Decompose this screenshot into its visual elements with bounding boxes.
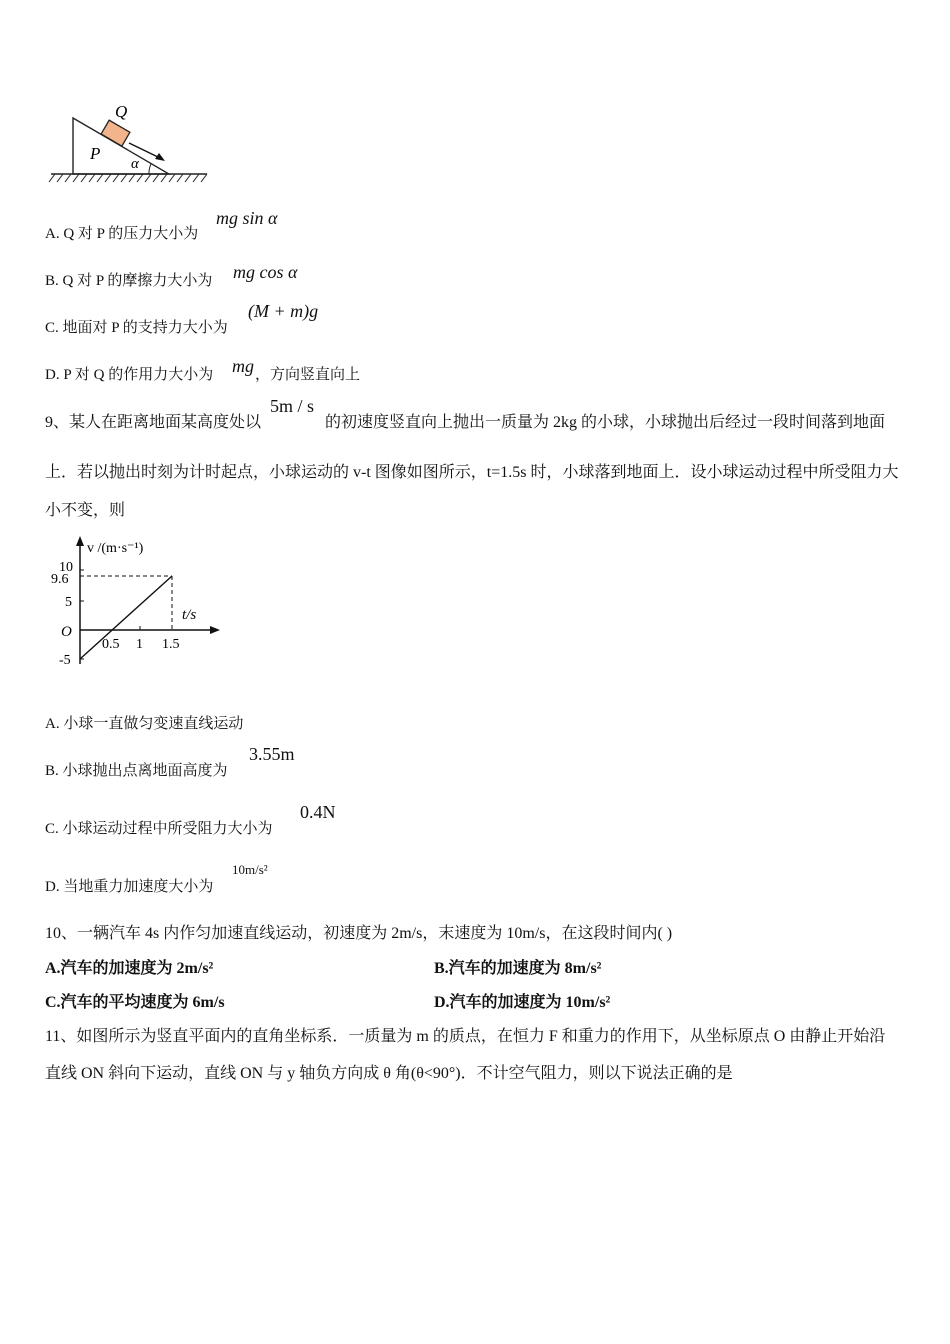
q8-option-b-math: mg cos α bbox=[233, 262, 298, 282]
y-axis-label: v /(m·s⁻¹) bbox=[87, 541, 144, 556]
q11-line2: 直线 ON 斜向下运动，直线 ON 与 y 轴负方向成 θ 角(θ<90°)．不计空气阻力，则以下说法正确的是 bbox=[45, 1065, 733, 1082]
y-tick-9-6: 9.6 bbox=[51, 572, 69, 587]
q9-line3: 小不变，则 bbox=[45, 502, 126, 519]
q9-option-c-math: 0.4N bbox=[300, 802, 336, 822]
vt-graph bbox=[45, 532, 220, 672]
q9-line1-post: 的初速度竖直向上抛出一质量为 2kg 的小球，小球抛出后经过一段时间落到地面 bbox=[325, 414, 886, 431]
q9-option-b: B. 小球抛出点离地面高度为 bbox=[45, 763, 228, 779]
block-q bbox=[101, 120, 130, 146]
q8-option-d-label: D. P 对 Q 的作用力大小为 bbox=[45, 367, 214, 383]
origin-label: O bbox=[61, 624, 72, 640]
x-axis-label: t/s bbox=[182, 607, 197, 623]
q9-line2: 上．若以抛出时刻为计时起点，小球运动的 v-t 图像如图所示，t=1.5s 时，小球落到地面上．设小球运动过程中所受阻力大 bbox=[45, 464, 899, 481]
q10-option-d: D.汽车的加速度为 10m/s² bbox=[434, 994, 611, 1011]
q8-option-c bbox=[45, 316, 228, 337]
q9-speed: 5m / s bbox=[270, 396, 315, 416]
x-tick-1: 1 bbox=[136, 637, 143, 652]
q8-option-a-label: A. Q 对 P 的压力大小为 bbox=[45, 226, 199, 242]
q10-option-a: A.汽车的加速度为 2m/s² bbox=[45, 960, 214, 977]
q8-option-c-math: (M + m)g bbox=[248, 301, 319, 321]
q8-option-b-label: B. Q 对 P 的摩擦力大小为 bbox=[45, 273, 213, 289]
y-tick-5: 5 bbox=[65, 595, 72, 610]
q10-option-c: C.汽车的平均速度为 6m/s bbox=[45, 994, 225, 1011]
q10-option-b: B.汽车的加速度为 8m/s² bbox=[434, 960, 602, 977]
q8-option-d-math: mg bbox=[232, 356, 254, 376]
label-q: Q bbox=[115, 102, 128, 121]
q8-option-d bbox=[45, 363, 213, 384]
q10-stem: 10、一辆汽车 4s 内作匀加速直线运动，初速度为 2m/s，末速度为 10m/s，在这段时间内( ) bbox=[45, 925, 673, 942]
x-tick-0-5: 0.5 bbox=[102, 637, 120, 652]
q9-option-d: D. 当地重力加速度大小为 bbox=[45, 879, 214, 895]
q9-option-b-math: 3.55m bbox=[249, 744, 295, 764]
y-tick-10: 10 bbox=[59, 560, 73, 575]
q8-option-c-label: C. 地面对 P 的支持力大小为 bbox=[45, 320, 228, 336]
incline-figure bbox=[45, 98, 215, 186]
q8-option-b bbox=[45, 269, 212, 290]
y-tick-minus-5: -5 bbox=[59, 653, 71, 668]
q9-option-d-math: 10m/s² bbox=[232, 862, 268, 877]
q8-option-a-math: mg sin α bbox=[216, 208, 278, 228]
q11-line1: 11、如图所示为竖直平面内的直角坐标系．一质量为 m 的质点，在恒力 F 和重力的作用下，从坐标原点 O 由静止开始沿 bbox=[45, 1028, 886, 1045]
q8-option-d-suffix: ，方向竖直向上 bbox=[255, 367, 361, 383]
label-p: P bbox=[90, 144, 101, 163]
x-tick-1-5: 1.5 bbox=[162, 637, 180, 652]
q8-option-a bbox=[45, 222, 198, 243]
q9-option-a: A. 小球一直做匀变速直线运动 bbox=[45, 716, 244, 732]
q9-line1-pre: 9、某人在距离地面某高度处以 bbox=[45, 414, 262, 431]
velocity-line bbox=[80, 576, 172, 659]
q9-option-c: C. 小球运动过程中所受阻力大小为 bbox=[45, 821, 273, 837]
label-alpha: α bbox=[131, 156, 139, 172]
